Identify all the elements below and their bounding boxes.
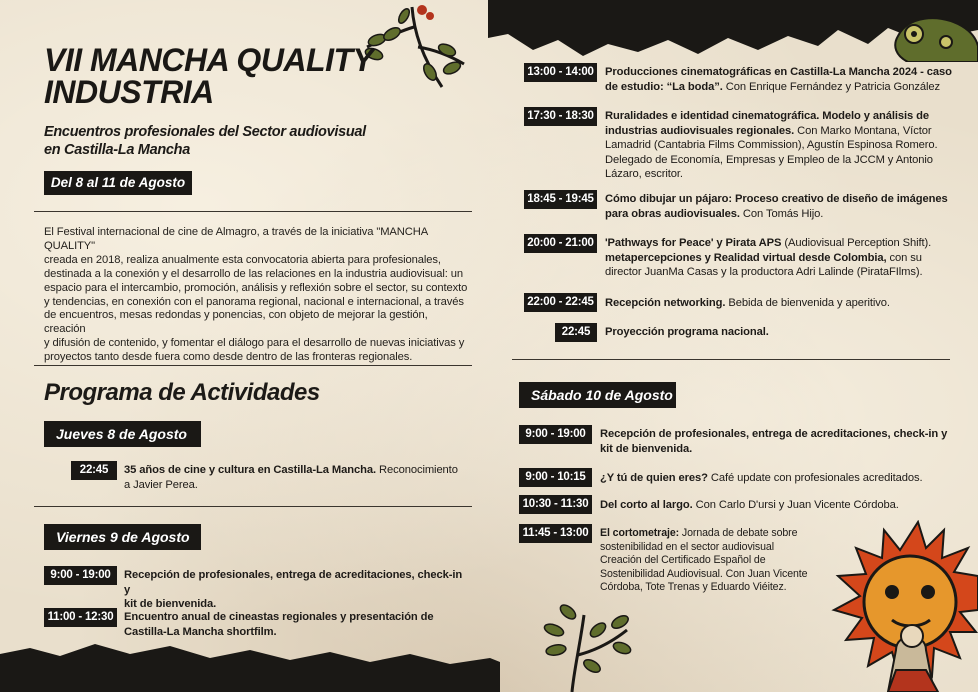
sun-face-illustration [826,520,978,692]
event-text: a Javier Perea. [124,478,198,491]
event-time: 10:30 - 11:30 [519,495,592,514]
divider [34,506,472,507]
event-text: Lamadrid (Cantabria Films Commission), Agustín Espinosa Romero. [605,139,938,151]
event-title: Recepción de profesionales, entrega de acreditaciones, check-in y [600,428,948,440]
intro-line: de encuentros, mesas redondas y ponencias, con objeto de mejorar la gestión, creación [44,309,428,336]
event-title: Del corto al largo. [600,499,693,511]
event-time: 22:45 [555,323,597,342]
title-line-2: INDUSTRIA [44,74,214,110]
event-title: kit de bienvenida. [124,598,217,610]
divider [34,365,472,366]
event-text: director JuanMa Casas y la productora Adri Lalinde (PirataFIlms). [605,266,923,278]
frog-illustration [888,6,978,62]
event-title: para obras audiovisuales. [605,207,740,220]
event-title: ¿Y tú de quien eres? [600,472,708,484]
event-title: Castilla-La Mancha shortfilm. [124,625,277,638]
event-time: 9:00 - 19:00 [519,425,592,444]
event-description [605,325,955,340]
event-text: con su [886,251,922,264]
event-text: Sostenibilidad Audiovisual. Con Juan Vicente [600,567,808,580]
event-title: kit de bienvenida. [600,442,693,455]
intro-line: El Festival internacional de cine de Almagro, a través de la iniciativa "MANCHA QUALITY" [44,226,428,252]
event-time: 9:00 - 10:15 [519,468,592,487]
event-text: Con Carlo D'ursi y Juan Vicente Córdoba. [692,499,899,511]
event-title: Recepción networking. [605,297,726,309]
day-badge-jueves: Jueves 8 de Agosto [44,421,201,447]
event-title: Proyección programa nacional. [605,326,769,338]
event-time: 22:45 [71,461,117,480]
event-title: metapercepciones y Realidad virtual desde Colombia, [605,251,887,264]
title-line-1: VII MANCHA QUALITY [44,42,374,78]
event-time: 18:45 - 19:45 [524,190,597,209]
event-description [605,236,955,280]
event-text: (Audiovisual Perception Shift). [781,237,932,249]
day-badge-sabado: Sábado 10 de Agosto [519,382,676,408]
torn-paper-bottom-left [0,632,500,692]
event-description [600,498,950,513]
event-time: 11:45 - 13:00 [519,524,592,543]
event-text: Reconocimiento [375,464,458,476]
event-time: 9:00 - 19:00 [44,566,117,585]
event-time: 17:30 - 18:30 [524,107,597,126]
event-title: Producciones cinematográficas en Castilla-La Mancha 2024 - caso [605,66,952,78]
event-text: Jornada de debate sobre [679,527,798,539]
event-description [600,427,950,456]
event-description [600,527,830,595]
event-text: Creación del Certificado Español de [600,554,766,567]
event-title: Cómo dibujar un pájaro: Proceso creativo de diseño de imágenes [605,193,948,205]
divider [512,359,950,360]
event-text: Con Marko Montana, Víctor [794,124,932,137]
intro-line: destinada a la conexión y el desarrollo de las relaciones en la industria audiovisual: un [44,267,463,280]
subtitle-line-1: Encuentros profesionales del Sector audiovisual [44,124,366,140]
event-title: 35 años de cine y cultura en Castilla-La Mancha. [124,464,376,476]
event-time: 22:00 - 22:45 [524,293,597,312]
intro-line: y tendencias, en conexión con el panorama regional, nacional e internacional, a través [44,295,464,308]
event-title: Recepción de profesionales, entrega de acreditaciones, check-in y [124,569,463,596]
leafy-branch-illustration [532,600,642,692]
intro-line: y difusión de contenido, y fomentar el diálogo para el desarrollo de nuevas iniciativas y [44,337,465,350]
subtitle [44,123,424,159]
event-title: 'Pathways for Peace' y Pirata APS [605,237,782,249]
event-title: Encuentro anual de cineastas regionales y presentación de [124,611,434,623]
subtitle-line-2: en Castilla-La Mancha [44,142,190,158]
event-title: de estudio: “La boda”. [605,80,723,93]
event-description [605,65,955,94]
event-text: Delegado de Economía, Empresas y Empleo de la JCCM y Antonio [605,153,933,166]
event-text: Con Tomás Hijo. [739,207,824,220]
event-description [605,192,955,221]
event-time: 11:00 - 12:30 [44,608,117,627]
event-text: Córdoba, Tote Trenas y Eduardo Viéitez. [600,581,787,594]
event-title: El cortometraje: [600,527,680,539]
event-title: industrias audiovisuales regionales. [605,124,795,137]
event-time: 20:00 - 21:00 [524,234,597,253]
intro-paragraph [44,226,470,365]
event-time: 13:00 - 14:00 [524,63,597,82]
divider [34,211,472,212]
event-description [124,463,464,492]
program-heading: Programa de Actividades [44,379,320,406]
event-title: Ruralidades e identidad cinematográfica. Modelo y análisis de [605,110,930,122]
dates-badge: Del 8 al 11 de Agosto [44,171,192,195]
intro-line: proyectos tanto desde fuera como desde dentro de las fronteras regionales. [44,351,413,364]
event-text: sostenibilidad en el sector audiovisual [600,540,774,553]
event-description [605,296,955,311]
event-text: Bebida de bienvenida y aperitivo. [725,297,890,309]
page-title [44,44,374,108]
intro-line: espacio para el intercambio, promoción, análisis y reflexión sobre el sector, su contexto [44,281,468,294]
event-description [124,568,469,612]
event-description [605,109,955,182]
event-description [600,471,950,486]
day-badge-viernes: Viernes 9 de Agosto [44,524,201,550]
event-description [124,610,469,639]
event-text: Lázaro, escritor. [605,168,683,180]
intro-line: creada en 2018, realiza anualmente esta convocatoria abierta para profesionales, [44,253,441,266]
event-text: Café update con profesionales acreditados. [707,472,923,484]
event-text: Con Enrique Fernández y Patricia González [722,80,940,93]
